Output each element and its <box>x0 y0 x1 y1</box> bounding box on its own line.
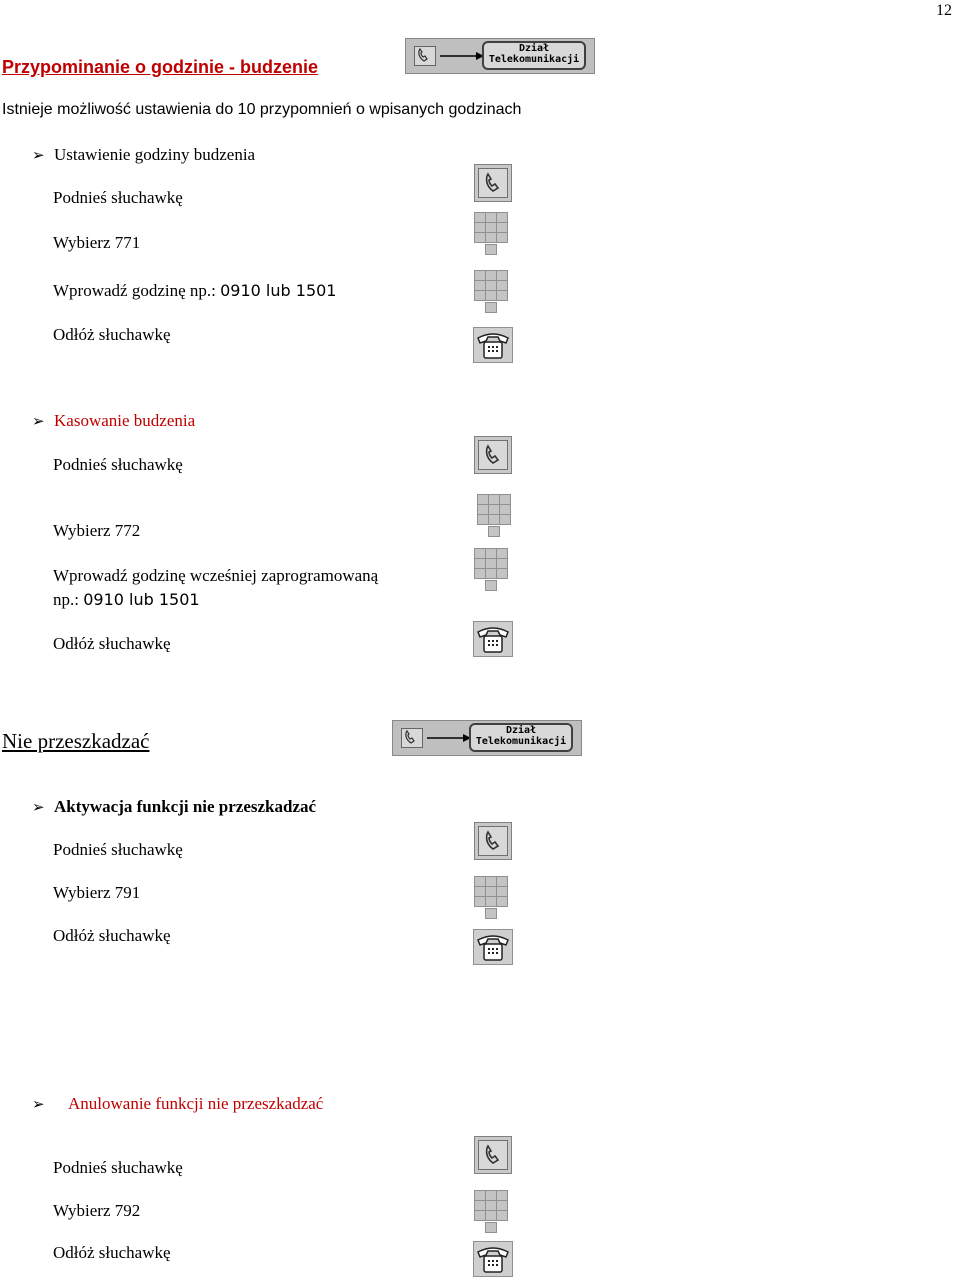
arrow-right-icon <box>440 51 484 61</box>
hang-up-icon <box>473 327 513 363</box>
step-example: np.: 0910 lub 1501 <box>53 590 200 609</box>
hang-up-icon <box>473 929 513 965</box>
keypad-icon <box>474 548 510 594</box>
subheading-activate-dnd: ➢ Aktywacja funkcji nie przeszkadzać <box>32 797 317 816</box>
step-dial: Wybierz 771 <box>53 233 141 252</box>
dept-badge-icon <box>392 720 582 756</box>
step-lift-handset: Podnieś słuchawkę <box>53 188 183 207</box>
page-number: 12 <box>936 2 952 19</box>
subheading-set-alarm: ➢ Ustawienie godziny budzenia <box>32 145 256 164</box>
dept-badge-label: Dział Telekomunikacji <box>469 723 573 752</box>
keypad-icon <box>474 212 510 258</box>
intro-text: Istnieje możliwość ustawienia do 10 przypomnień o wpisanych godzinach <box>2 101 522 118</box>
arrow-right-icon <box>427 733 471 743</box>
step-enter-time: Wprowadź godzinę wcześniej zaprogramowaną <box>53 566 379 585</box>
phone-lift-icon <box>474 164 512 202</box>
step-dial: Wybierz 792 <box>53 1201 141 1220</box>
arrow-bullet-icon: ➢ <box>32 1095 45 1113</box>
keypad-icon <box>474 876 510 922</box>
dept-badge-label: Dział Telekomunikacji <box>482 41 586 70</box>
phone-lift-icon <box>414 46 436 66</box>
step-hang-up: Odłóż słuchawkę <box>53 634 171 653</box>
phone-lift-icon <box>474 1136 512 1174</box>
phone-lift-icon <box>401 728 423 748</box>
step-lift-handset: Podnieś słuchawkę <box>53 840 183 859</box>
arrow-bullet-icon: ➢ <box>32 798 45 816</box>
step-hang-up: Odłóż słuchawkę <box>53 926 171 945</box>
hang-up-icon <box>473 621 513 657</box>
section-title-do-not-disturb: Nie przeszkadzać <box>2 729 150 753</box>
arrow-bullet-icon: ➢ <box>32 146 45 164</box>
phone-lift-icon <box>474 436 512 474</box>
hang-up-icon <box>473 1241 513 1277</box>
step-dial: Wybierz 772 <box>53 521 141 540</box>
keypad-icon <box>477 494 513 540</box>
section-title-wake-up: Przypominanie o godzinie - budzenie <box>2 57 319 77</box>
subheading-deactivate-dnd: ➢ Anulowanie funkcji nie przeszkadzać <box>32 1094 324 1113</box>
arrow-bullet-icon: ➢ <box>32 412 45 430</box>
keypad-icon <box>474 270 510 316</box>
step-lift-handset: Podnieś słuchawkę <box>53 1158 183 1177</box>
step-enter-time: Wprowadź godzinę np.: 0910 lub 1501 <box>53 281 337 300</box>
keypad-icon <box>474 1190 510 1236</box>
subheading-cancel-alarm: ➢ Kasowanie budzenia <box>32 411 196 430</box>
dept-badge-icon <box>405 38 595 74</box>
phone-lift-icon <box>474 822 512 860</box>
step-hang-up: Odłóż słuchawkę <box>53 325 171 344</box>
step-hang-up: Odłóż słuchawkę <box>53 1243 171 1262</box>
step-lift-handset: Podnieś słuchawkę <box>53 455 183 474</box>
step-dial: Wybierz 791 <box>53 883 141 902</box>
